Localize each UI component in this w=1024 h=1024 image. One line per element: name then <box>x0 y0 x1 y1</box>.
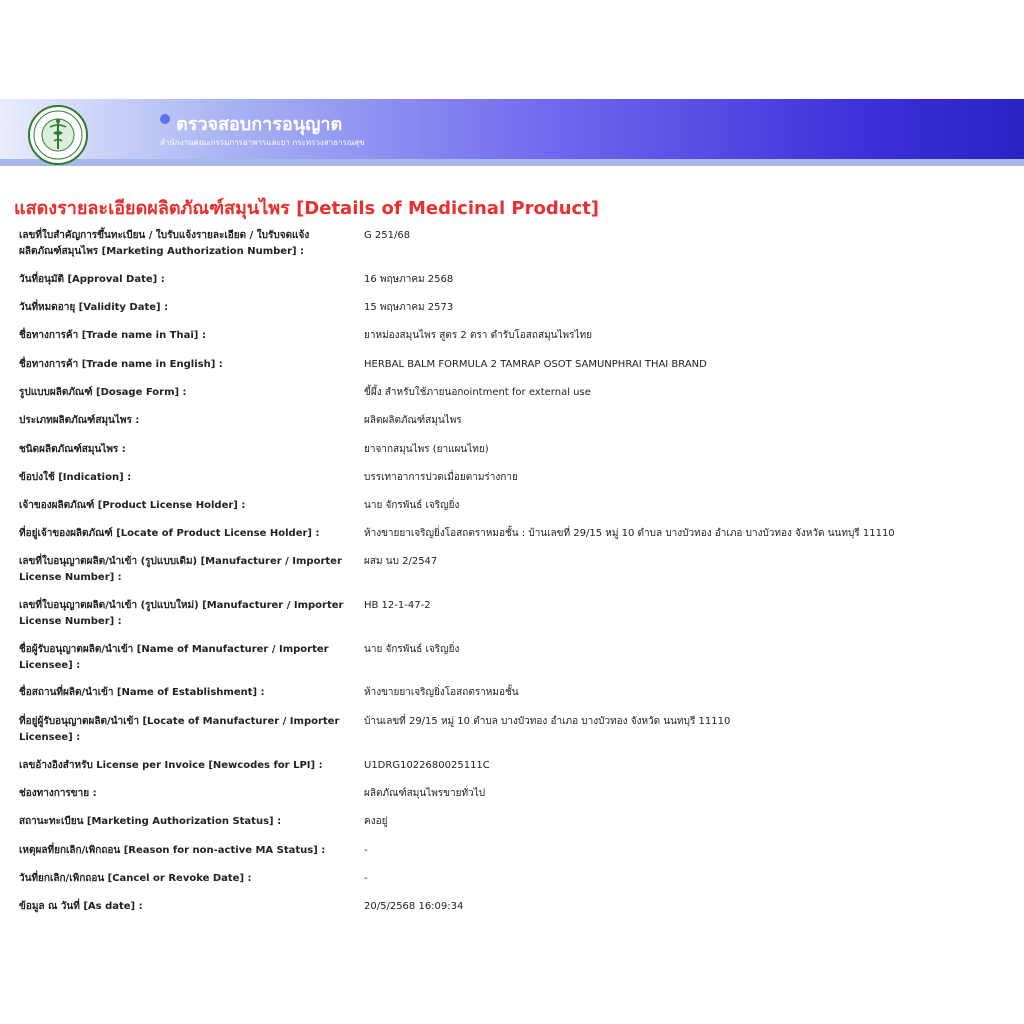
old-manufacturer-license-number-value: ผสม นบ 2/2547 <box>364 556 438 567</box>
marketing-authorization-status-value: คงอยู่ <box>364 816 388 827</box>
establishment-name-label: ชื่อสถานที่ผลิต/นำเข้า [Name of Establishment] : <box>19 687 265 698</box>
product-license-holder-label: เจ้าของผลิตภัณฑ์ [Product License Holder] : <box>19 500 246 511</box>
marketing-authorization-number-value: G 251/68 <box>364 230 411 241</box>
non-active-reason-value: - <box>364 845 368 856</box>
product-type-value: ยาจากสมุนไพร (ยาแผนไทย) <box>364 444 489 455</box>
validity-date-label: วันที่หมดอายุ [Validity Date] : <box>19 302 169 313</box>
new-manufacturer-license-number-value: HB 12-1-47-2 <box>364 600 431 611</box>
license-holder-address-value: ห้างขายยาเจริญยิ่งโอสถตราหมอชั้น : บ้านเลขที่ 29/15 หมู่ 10 ตำบล บางบัวทอง อำเภอ บางบัวทอง จังหวัด นนทบุรี 11110 <box>364 528 895 539</box>
approval-date-value: 16 พฤษภาคม 2568 <box>364 274 454 285</box>
trade-name-english-label: ชื่อทางการค้า [Trade name in English] : <box>19 359 223 370</box>
cancel-revoke-date-label: วันที่ยกเลิก/เพิกถอน [Cancel or Revoke Date] : <box>19 873 252 884</box>
product-license-holder-value: นาย จักรพันธ์ เจริญยิ่ง <box>364 500 460 511</box>
non-active-reason-label: เหตุผลที่ยกเลิก/เพิกถอน [Reason for non-active MA Status] : <box>19 845 326 856</box>
manufacturer-licensee-name-label: ชื่อผู้รับอนุญาตผลิต/นำเข้า [Name of Manufacturer / Importer Licensee] : <box>19 644 329 671</box>
new-manufacturer-license-number-label: เลขที่ใบอนุญาตผลิต/นำเข้า (รูปแบบใหม่) [Manufacturer / Importer License Number] : <box>19 600 344 627</box>
lpi-newcode-value: U1DRG1022680025111C <box>364 760 490 771</box>
dosage-form-label: รูปแบบผลิตภัณฑ์ [Dosage Form] : <box>19 387 187 398</box>
product-type-label: ชนิดผลิตภัณฑ์สมุนไพร : <box>19 444 126 455</box>
marketing-authorization-number-label: เลขที่ใบสำคัญการขึ้นทะเบียน / ใบรับแจ้งรายละเอียด / ใบรับจดแจ้ง ผลิตภัณฑ์สมุนไพร [Marketing Authorization Number] : <box>19 230 310 257</box>
old-manufacturer-license-number-label: เลขที่ใบอนุญาตผลิต/นำเข้า (รูปแบบเดิม) [Manufacturer / Importer License Number] : <box>19 556 342 583</box>
header-banner <box>0 99 1024 166</box>
establishment-name-value: ห้างขายยาเจริญยิ่งโอสถตราหมอชั้น <box>364 687 519 698</box>
product-category-label: ประเภทผลิตภัณฑ์สมุนไพร : <box>19 415 140 426</box>
dosage-form-value: ขี้ผึ้ง สำหรับใช้ภายนอกointment for external use <box>364 387 591 398</box>
as-date-label: ข้อมูล ณ วันที่ [As date] : <box>19 901 143 912</box>
ministry-of-public-health-seal-logo <box>23 105 93 165</box>
license-holder-address-label: ที่อยู่เจ้าของผลิตภัณฑ์ [Locate of Product License Holder] : <box>19 528 320 539</box>
sales-channel-label: ช่องทางการขาย : <box>19 788 97 799</box>
banner-subtitle: สำนักงานคณะกรรมการอาหารและยา กระทรวงสาธารณสุข <box>160 138 365 147</box>
manufacturer-licensee-address-label: ที่อยู่ผู้รับอนุญาตผลิต/นำเข้า [Locate of Manufacturer / Importer Licensee] : <box>19 716 340 743</box>
manufacturer-licensee-name-value: นาย จักรพันธ์ เจริญยิ่ง <box>364 644 460 655</box>
banner-title: ตรวจสอบการอนุญาต <box>176 114 343 135</box>
product-category-value: ผลิตผลิตภัณฑ์สมุนไพร <box>364 415 462 426</box>
as-date-value: 20/5/2568 16:09:34 <box>364 901 464 912</box>
manufacturer-licensee-address-value: บ้านเลขที่ 29/15 หมู่ 10 ตำบล บางบัวทอง อำเภอ บางบัวทอง จังหวัด นนทบุรี 11110 <box>364 716 731 727</box>
trade-name-thai-value: ยาหม่องสมุนไพร สูตร 2 ตรา ตำรับโอสถสมุนไพรไทย <box>364 330 592 341</box>
indication-value: บรรเทาอาการปวดเมื่อยตามร่างกาย <box>364 472 518 483</box>
trade-name-thai-label: ชื่อทางการค้า [Trade name in Thai] : <box>19 330 206 341</box>
cancel-revoke-date-value: - <box>364 873 368 884</box>
page-title: แสดงรายละเอียดผลิตภัณฑ์สมุนไพร [Details of Medicinal Product] <box>14 198 600 219</box>
indication-label: ข้อบ่งใช้ [Indication] : <box>19 472 132 483</box>
marketing-authorization-status-label: สถานะทะเบียน [Marketing Authorization Status] : <box>19 816 282 827</box>
approval-date-label: วันที่อนุมัติ [Approval Date] : <box>19 274 165 285</box>
validity-date-value: 15 พฤษภาคม 2573 <box>364 302 454 313</box>
lpi-newcode-label: เลขอ้างอิงสำหรับ License per Invoice [Newcodes for LPI] : <box>19 760 323 771</box>
banner-bullet-icon <box>160 114 170 124</box>
trade-name-english-value: HERBAL BALM FORMULA 2 TAMRAP OSOT SAMUNPHRAI THAI BRAND <box>364 359 707 370</box>
sales-channel-value: ผลิตภัณฑ์สมุนไพรขายทั่วไป <box>364 788 486 799</box>
